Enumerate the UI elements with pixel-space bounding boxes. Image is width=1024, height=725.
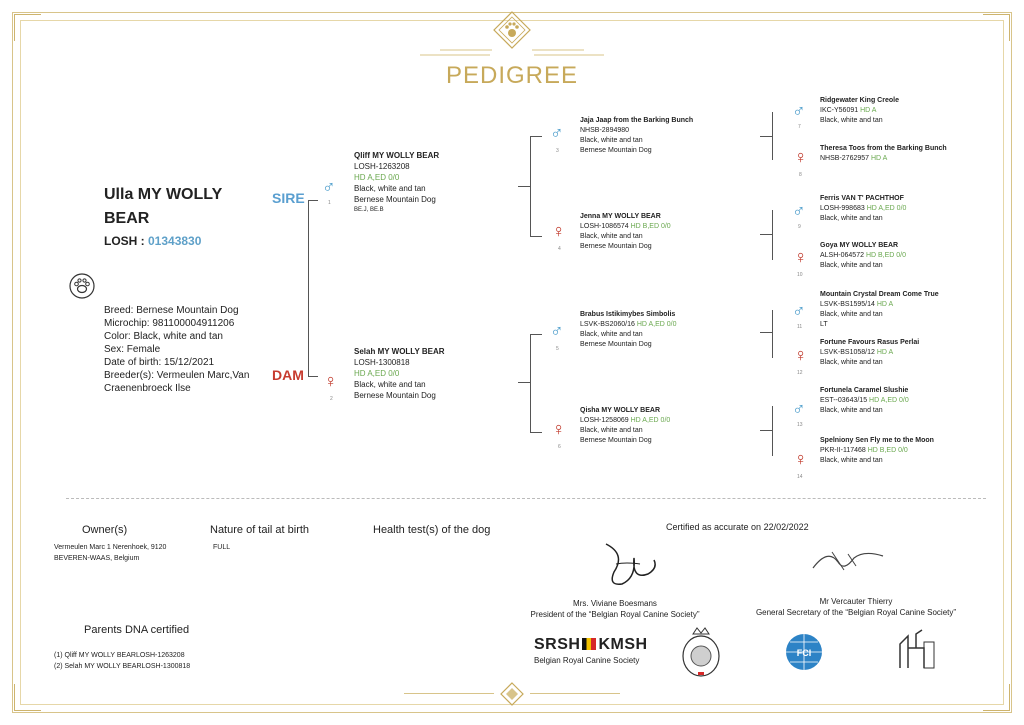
dog-name-line2: BEAR	[104, 210, 150, 227]
belgian-flag-icon	[582, 638, 596, 650]
connector-line	[308, 376, 318, 377]
sire-breed: Bernese Mountain Dog	[354, 195, 436, 204]
breeder-text-2: Craenenbroeck Ilse	[104, 383, 191, 394]
pedigree-entry-7	[820, 96, 1000, 126]
entry-health: HD A	[870, 155, 888, 162]
generation-number: 13	[797, 422, 803, 428]
entry-color: Black, white and tan	[580, 137, 643, 144]
president-signature	[510, 598, 720, 620]
connector-line	[530, 236, 542, 237]
entry-reg: EST--03643/15	[820, 397, 868, 404]
dam-breed: Bernese Mountain Dog	[354, 391, 436, 400]
pedigree-entry-13	[820, 386, 1000, 416]
entry-breed: Bernese Mountain Dog	[580, 437, 652, 444]
sire-name: Qliff MY WOLLY BEAR	[354, 151, 440, 160]
entry-reg: PKR-II-117468	[820, 447, 866, 454]
tail-heading: Nature of tail at birth	[210, 524, 310, 536]
entry-name: Jaja Jaap from the Barking Bunch	[580, 117, 694, 124]
royal-crest-icon	[680, 626, 722, 678]
entry-breed: Bernese Mountain Dog	[580, 243, 652, 250]
sex-text: Sex: Female	[104, 344, 161, 355]
connector-line	[772, 210, 773, 260]
connector-line	[760, 234, 772, 235]
entry-name: Mountain Crystal Dream Come True	[820, 291, 939, 298]
female-icon: ♀	[324, 371, 338, 391]
entry-breed: Bernese Mountain Dog	[580, 341, 652, 348]
connector-line	[760, 136, 772, 137]
entry-health: HD B,ED 0/0	[630, 223, 671, 230]
dog-details	[104, 304, 264, 395]
owner-details	[54, 542, 204, 564]
page-title: PEDIGREE	[445, 62, 579, 89]
entry-color: Black, white and tan	[580, 427, 643, 434]
generation-number: 6	[558, 444, 561, 450]
connector-line	[308, 200, 309, 376]
dam-entry	[354, 346, 514, 401]
generation-number: 10	[797, 272, 803, 278]
generation-number: 1	[328, 200, 331, 206]
dna-list	[54, 650, 254, 672]
entry-reg: IKC-Y56091	[820, 107, 859, 114]
owner-heading: Owner(s)	[82, 524, 128, 536]
entry-color: Black, white and tan	[820, 215, 883, 222]
entry-reg: LSVK-BS2060/16	[580, 321, 635, 328]
entry-reg: LSVK-BS1058/12	[820, 349, 875, 356]
connector-line	[308, 200, 318, 201]
fci-text: FCI	[796, 648, 812, 658]
entry-reg: LOSH-1086574	[580, 223, 629, 230]
color-text: Color: Black, white and tan	[104, 331, 223, 342]
entry-health: HD A	[876, 349, 894, 356]
srsh-kmsh-logo: SRSH KMSH Belgian Royal Canine Society	[534, 636, 648, 665]
generation-number: 2	[330, 396, 333, 402]
female-icon: ♀	[794, 449, 808, 469]
dam-label: DAM	[272, 367, 304, 383]
entry-reg: LSVK-BS1595/14	[820, 301, 875, 308]
male-icon: ♂	[550, 321, 564, 341]
signer-name: Mr Vercauter Thierry	[819, 597, 893, 606]
pedigree-entry-14	[820, 436, 1000, 466]
connector-line	[530, 432, 542, 433]
entry-health: HD B,ED 0/0	[867, 447, 908, 454]
signature-image	[596, 534, 666, 594]
entry-color: Black, white and tan	[820, 311, 883, 318]
fci-logo-icon	[782, 632, 826, 672]
dam-health: HD A,ED 0/0	[354, 369, 400, 378]
entry-name: Theresa Toos from the Barking Bunch	[820, 145, 947, 152]
female-icon: ♀	[552, 221, 566, 241]
generation-number: 11	[797, 324, 803, 330]
male-icon: ♂	[792, 201, 806, 221]
entry-name: Goya MY WOLLY BEAR	[820, 242, 899, 249]
microchip-text: Microchip: 981100004911206	[104, 318, 235, 329]
male-icon: ♂	[322, 177, 336, 197]
breeder-text-1: Breeder(s): Vermeulen Marc,Van	[104, 370, 250, 381]
dob-text: Date of birth: 15/12/2021	[104, 357, 215, 368]
entry-name: Jenna MY WOLLY BEAR	[580, 213, 661, 220]
entry-color: Black, white and tan	[820, 117, 883, 124]
entry-name: Qisha MY WOLLY BEAR	[580, 407, 660, 414]
male-icon: ♂	[792, 101, 806, 121]
dna-item: (1) Qliff MY WOLLY BEARLOSH-1263208	[54, 652, 185, 659]
generation-number: 8	[799, 172, 802, 178]
entry-reg: LOSH-1258069	[580, 417, 629, 424]
connector-line	[760, 430, 772, 431]
sire-entry	[354, 150, 514, 216]
sire-titles: BE.J, BE.B	[354, 207, 384, 213]
entry-color: Black, white and tan	[820, 407, 883, 414]
pedigree-entry-3	[580, 116, 750, 156]
ornament-line	[404, 693, 494, 694]
title-ornament	[420, 30, 604, 60]
certified-date: 22/02/2022	[763, 522, 809, 532]
connector-line	[530, 334, 531, 432]
generation-number: 14	[797, 474, 803, 480]
entry-color: Black, white and tan	[580, 331, 643, 338]
bottom-ornament-icon	[500, 682, 524, 706]
entry-health: HD A	[876, 301, 894, 308]
entry-color: Black, white and tan	[820, 359, 883, 366]
corner-ornament	[983, 14, 1010, 41]
male-icon: ♂	[792, 301, 806, 321]
entry-health: HD A,ED 0/0	[630, 417, 671, 424]
dam-color: Black, white and tan	[354, 380, 426, 389]
generation-number: 3	[556, 148, 559, 154]
connector-line	[760, 332, 772, 333]
ornament-line	[530, 693, 620, 694]
kush-logo-icon	[894, 628, 938, 670]
entry-name: Spelniony Sen Fly me to the Moon	[820, 437, 934, 444]
owner-line: BEVEREN-WAAS, Belgium	[54, 555, 140, 562]
entry-name: Brabus Istikimybes Simbolis	[580, 311, 676, 318]
entry-reg: ALSH-064572	[820, 252, 864, 259]
pedigree-entry-10	[820, 241, 1000, 271]
entry-breed: Bernese Mountain Dog	[580, 147, 652, 154]
entry-name: Ferris VAN T' PACHTHOF	[820, 195, 904, 202]
dna-heading: Parents DNA certified	[84, 624, 190, 636]
entry-health: HD A,ED 0/0	[869, 397, 909, 404]
dog-registration: LOSH : 01343830	[104, 234, 202, 248]
generation-number: 5	[556, 346, 559, 352]
owner-line: Vermeulen Marc 1 Nerenhoek, 9120	[54, 544, 167, 551]
section-divider	[66, 498, 986, 499]
secretary-signature	[736, 596, 976, 618]
entry-reg: LOSH-998683	[820, 205, 865, 212]
connector-line	[772, 406, 773, 456]
female-icon: ♀	[794, 345, 808, 365]
generation-number: 9	[798, 224, 801, 230]
corner-ornament	[14, 684, 41, 711]
pedigree-entry-12	[820, 338, 1000, 368]
dna-item: (2) Selah MY WOLLY BEARLOSH-1300818	[54, 663, 191, 670]
connector-line	[530, 136, 542, 137]
breed-text: Breed: Bernese Mountain Dog	[104, 305, 239, 316]
sire-reg: LOSH-1263208	[354, 162, 410, 171]
connector-line	[518, 382, 530, 383]
corner-ornament	[983, 684, 1010, 711]
paw-icon	[68, 272, 96, 300]
male-icon: ♂	[792, 399, 806, 419]
sire-color: Black, white and tan	[354, 184, 426, 193]
connector-line	[518, 186, 530, 187]
entry-health: HD B,ED 0/0	[865, 252, 907, 259]
entry-color: Black, white and tan	[580, 233, 643, 240]
connector-line	[530, 334, 542, 335]
signer-name: Mrs. Viviane Boesmans	[573, 599, 657, 608]
pedigree-entry-9	[820, 194, 1000, 224]
certified-text: Certified as accurate on 22/02/2022	[666, 522, 809, 532]
signer-title: General Secretary of the “Belgian Royal Canine Society”	[755, 608, 957, 617]
entry-name: Fortune Favours Rasus Perlai	[820, 339, 920, 346]
entry-name: Ridgewater King Creole	[820, 97, 899, 104]
losh-number: 01343830	[148, 234, 202, 248]
entry-health: HD A,ED 0/0	[636, 321, 677, 328]
connector-line	[530, 136, 531, 236]
health-heading: Health test(s) of the dog	[373, 524, 491, 536]
entry-reg: NHSB-2762957	[820, 155, 870, 162]
connector-line	[772, 112, 773, 160]
pedigree-entry-6	[580, 406, 750, 446]
signer-title: President of the “Belgian Royal Canine Society”	[530, 610, 700, 619]
tail-value: FULL	[213, 544, 231, 551]
female-icon: ♀	[794, 147, 808, 167]
entry-reg: NHSB-2894980	[580, 127, 630, 134]
entry-color: Black, white and tan	[820, 457, 883, 464]
pedigree-entry-11	[820, 290, 1000, 330]
signature-image	[808, 540, 888, 580]
connector-line	[772, 310, 773, 358]
female-icon: ♀	[552, 419, 566, 439]
srsh-subtitle: Belgian Royal Canine Society	[534, 656, 640, 665]
entry-health: HD A	[860, 107, 877, 114]
entry-name: Fortunela Caramel Slushie	[820, 387, 909, 394]
pedigree-entry-4	[580, 212, 750, 252]
generation-number: 12	[797, 370, 803, 376]
male-icon: ♂	[550, 123, 564, 143]
corner-ornament	[14, 14, 41, 41]
generation-number: 7	[798, 124, 801, 130]
entry-color: Black, white and tan	[820, 262, 883, 269]
dog-name-line1: Ulla MY WOLLY	[104, 186, 223, 203]
generation-number: 4	[558, 246, 561, 252]
dam-name: Selah MY WOLLY BEAR	[354, 347, 445, 356]
entry-extra: LT	[820, 321, 828, 328]
pedigree-entry-5	[580, 310, 750, 350]
sire-label: SIRE	[272, 190, 305, 206]
sire-health: HD A,ED 0/0	[354, 173, 400, 182]
dam-reg: LOSH-1300818	[354, 358, 410, 367]
female-icon: ♀	[794, 247, 808, 267]
entry-health: HD A,ED 0/0	[866, 205, 907, 212]
pedigree-entry-8	[820, 144, 1000, 164]
